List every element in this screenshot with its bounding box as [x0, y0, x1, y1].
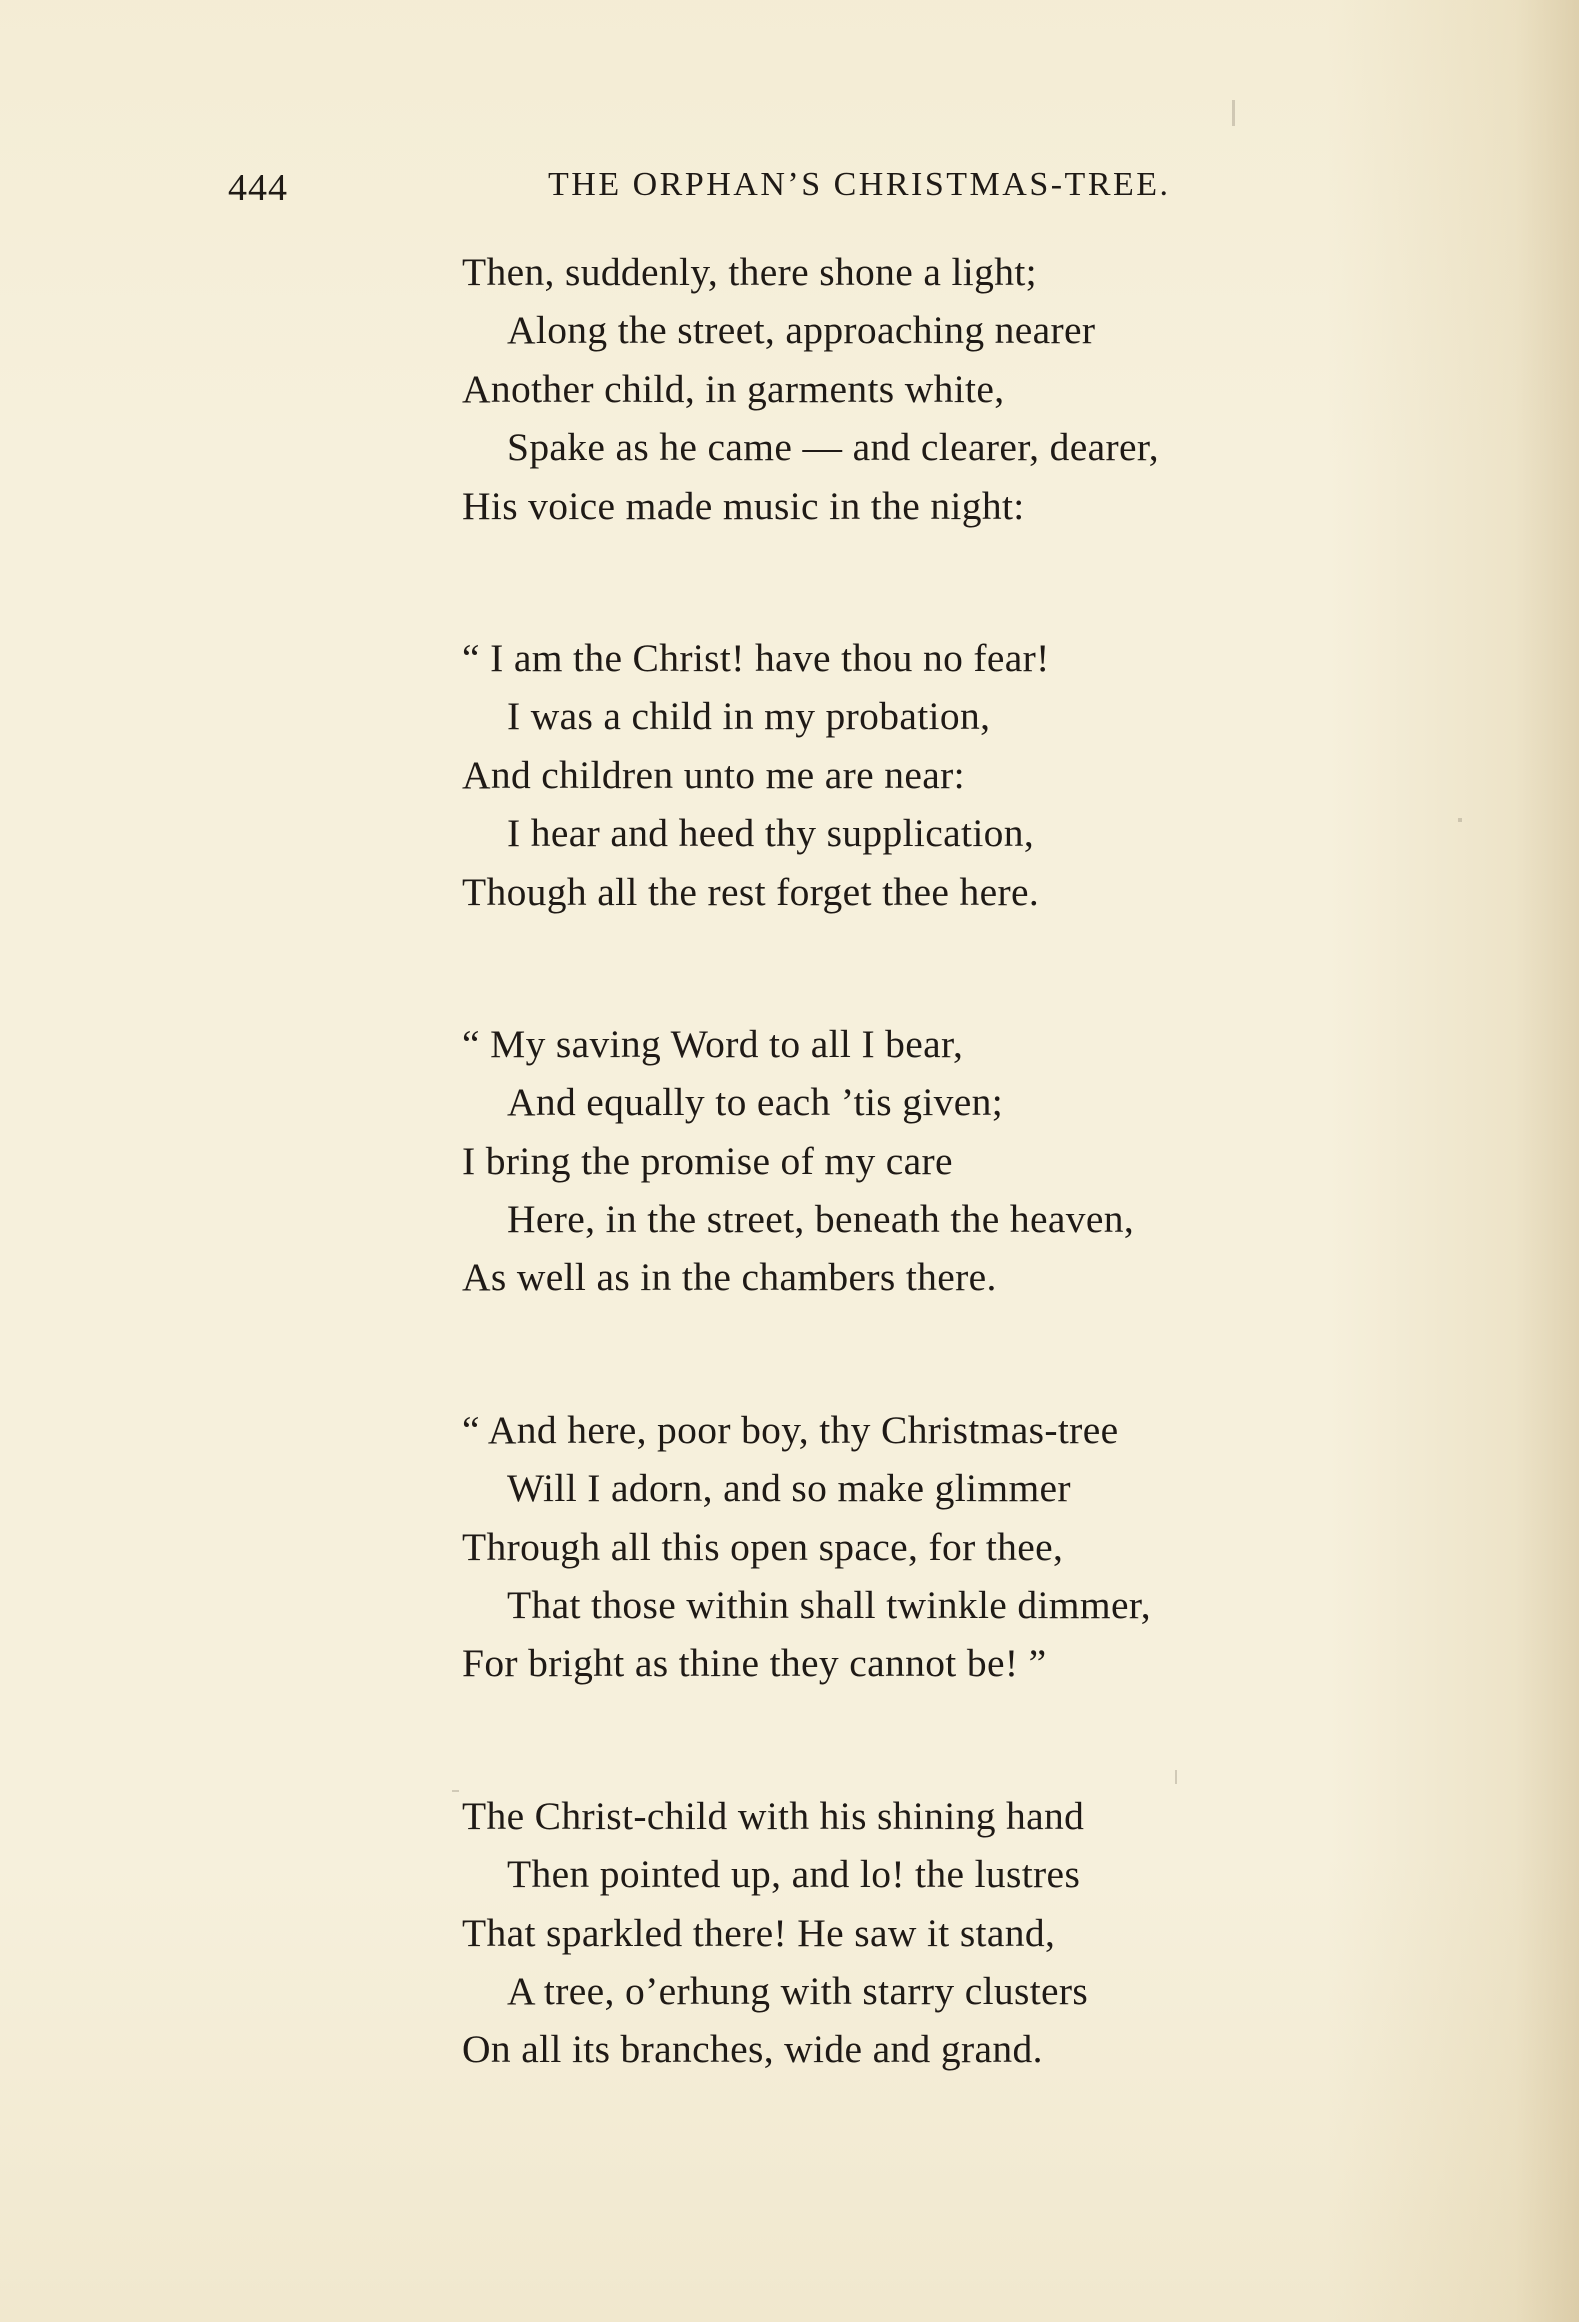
paper-speck	[1232, 100, 1235, 126]
poem-line: I bring the promise of my care	[462, 1138, 953, 1183]
page-number: 444	[228, 167, 288, 209]
poem-line: I was a child in my probation,	[507, 694, 991, 739]
poem-line: And equally to each ’tis given;	[507, 1080, 1004, 1125]
poem-line: “ I am the Christ! have thou no fear!	[462, 635, 1050, 680]
poem-line: On all its branches, wide and grand.	[462, 2027, 1043, 2072]
stanza	[462, 629, 1362, 921]
poem-line: For bright as thine they cannot be! ”	[462, 1641, 1047, 1686]
poem-line: Here, in the street, beneath the heaven,	[507, 1197, 1135, 1242]
running-head	[228, 166, 1248, 216]
poem-line: The Christ-child with his shining hand	[462, 1793, 1085, 1838]
stanza	[462, 1015, 1362, 1307]
stanza	[462, 1401, 1362, 1693]
poem-line: I hear and heed thy supplication,	[507, 811, 1035, 856]
poem-line: Then, suddenly, there shone a light;	[462, 250, 1037, 294]
poem-line: “ My saving Word to all I bear,	[462, 1021, 964, 1066]
stanza	[462, 243, 1362, 535]
paper-speck	[452, 1790, 459, 1792]
poem-line: Though all the rest forget thee here.	[462, 869, 1040, 914]
poem-line: Along the street, approaching nearer	[507, 308, 1096, 353]
paper-speck	[1175, 1770, 1177, 1784]
poem-line: Spake as he came — and clearer, dearer,	[507, 425, 1159, 470]
poem	[462, 243, 1362, 2173]
poem-line: And children unto me are near:	[462, 752, 965, 797]
poem-line: That sparkled there! He saw it stand,	[462, 1910, 1056, 1955]
poem-line: Through all this open space, for thee,	[462, 1524, 1064, 1569]
poem-line: “ And here, poor boy, thy Christmas-tree	[462, 1407, 1119, 1452]
poem-line: Another child, in garments white,	[462, 366, 1005, 411]
poem-line: Then pointed up, and lo! the lustres	[507, 1852, 1081, 1897]
poem-line: As well as in the chambers there.	[462, 1255, 997, 1300]
paper-speck	[1458, 818, 1462, 822]
poem-line: Will I adorn, and so make glimmer	[507, 1466, 1071, 1511]
poem-line: His voice made music in the night:	[462, 483, 1025, 528]
running-title: THE ORPHAN’S CHRISTMAS-TREE.	[548, 166, 1171, 203]
poem-line: A tree, o’erhung with starry clusters	[507, 1968, 1089, 2013]
stanza	[462, 1787, 1362, 2079]
poem-line: That those within shall twinkle dimmer,	[507, 1583, 1151, 1628]
